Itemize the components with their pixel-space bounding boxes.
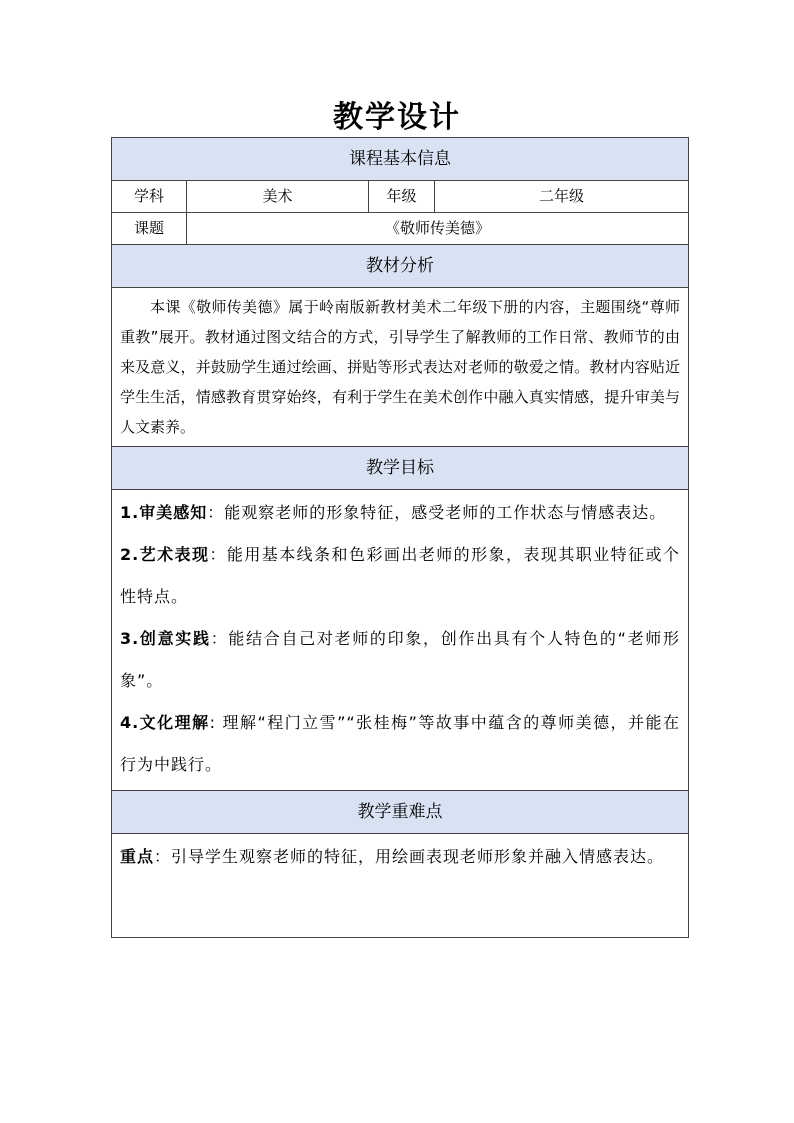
objective-label: 3.创意实践 bbox=[120, 629, 211, 648]
objective-text: 理解“程门立雪”“张桂梅”等故事中蕴含的尊师美德，并能在行为中践行。 bbox=[120, 713, 680, 774]
objectives-list bbox=[112, 490, 689, 791]
basic-info-header: 课程基本信息 bbox=[112, 138, 689, 181]
grade-value: 二年级 bbox=[435, 181, 689, 213]
analysis-text: 本课《敬师传美德》属于岭南版新教材美术二年级下册的内容，主题围绕“尊师重教”展开。教材通过图文结合的方式，引导学生了解教师的工作日常、教师节的由来及意义，并鼓励学生通过绘画、拼贴等形式表达对老师的敬爱之情。教材内容贴近学生生活，情感教育贯穿始终，有利于学生在美术创作中融入真实情感，提升审美与人文素养。 bbox=[112, 288, 689, 447]
page-title: 教学设计 bbox=[333, 100, 461, 135]
objective-text: 能用基本线条和色彩画出老师的形象，表现其职业特征或个性特点。 bbox=[120, 545, 680, 606]
objective-separator: : bbox=[209, 713, 223, 732]
topic-label: 课题 bbox=[112, 213, 187, 245]
key-point-separator: ： bbox=[154, 847, 172, 866]
key-point-item bbox=[120, 836, 680, 878]
lesson-design-table bbox=[111, 137, 689, 938]
objective-separator: ： bbox=[210, 629, 229, 648]
grade-label: 年级 bbox=[369, 181, 435, 213]
objective-text: 能观察老师的形象特征，感受老师的工作状态与情感表达。 bbox=[224, 503, 667, 522]
objective-item bbox=[120, 492, 680, 534]
objectives-header: 教学目标 bbox=[112, 447, 689, 490]
objective-item bbox=[120, 618, 680, 702]
subject-label: 学科 bbox=[112, 181, 187, 213]
subject-value: 美术 bbox=[187, 181, 369, 213]
key-points-header: 教学重难点 bbox=[112, 791, 689, 834]
objective-text: 能结合自己对老师的印象，创作出具有个人特色的“老师形象”。 bbox=[120, 629, 680, 690]
objective-label: 1.审美感知 bbox=[120, 503, 208, 522]
objective-label: 2.艺术表现 bbox=[120, 545, 210, 564]
key-point-label: 重点 bbox=[120, 847, 155, 866]
key-point-text: 引导学生观察老师的特征，用绘画表现老师形象并融入情感表达。 bbox=[171, 847, 665, 866]
objective-item bbox=[120, 534, 680, 618]
topic-value: 《敬师传美德》 bbox=[187, 213, 689, 245]
objective-label: 4.文化理解 bbox=[120, 713, 210, 732]
objective-separator: ： bbox=[209, 545, 227, 564]
objective-item bbox=[120, 702, 680, 786]
objective-separator: ： bbox=[207, 503, 225, 522]
key-points-content bbox=[112, 834, 689, 938]
analysis-header: 教材分析 bbox=[112, 245, 689, 288]
